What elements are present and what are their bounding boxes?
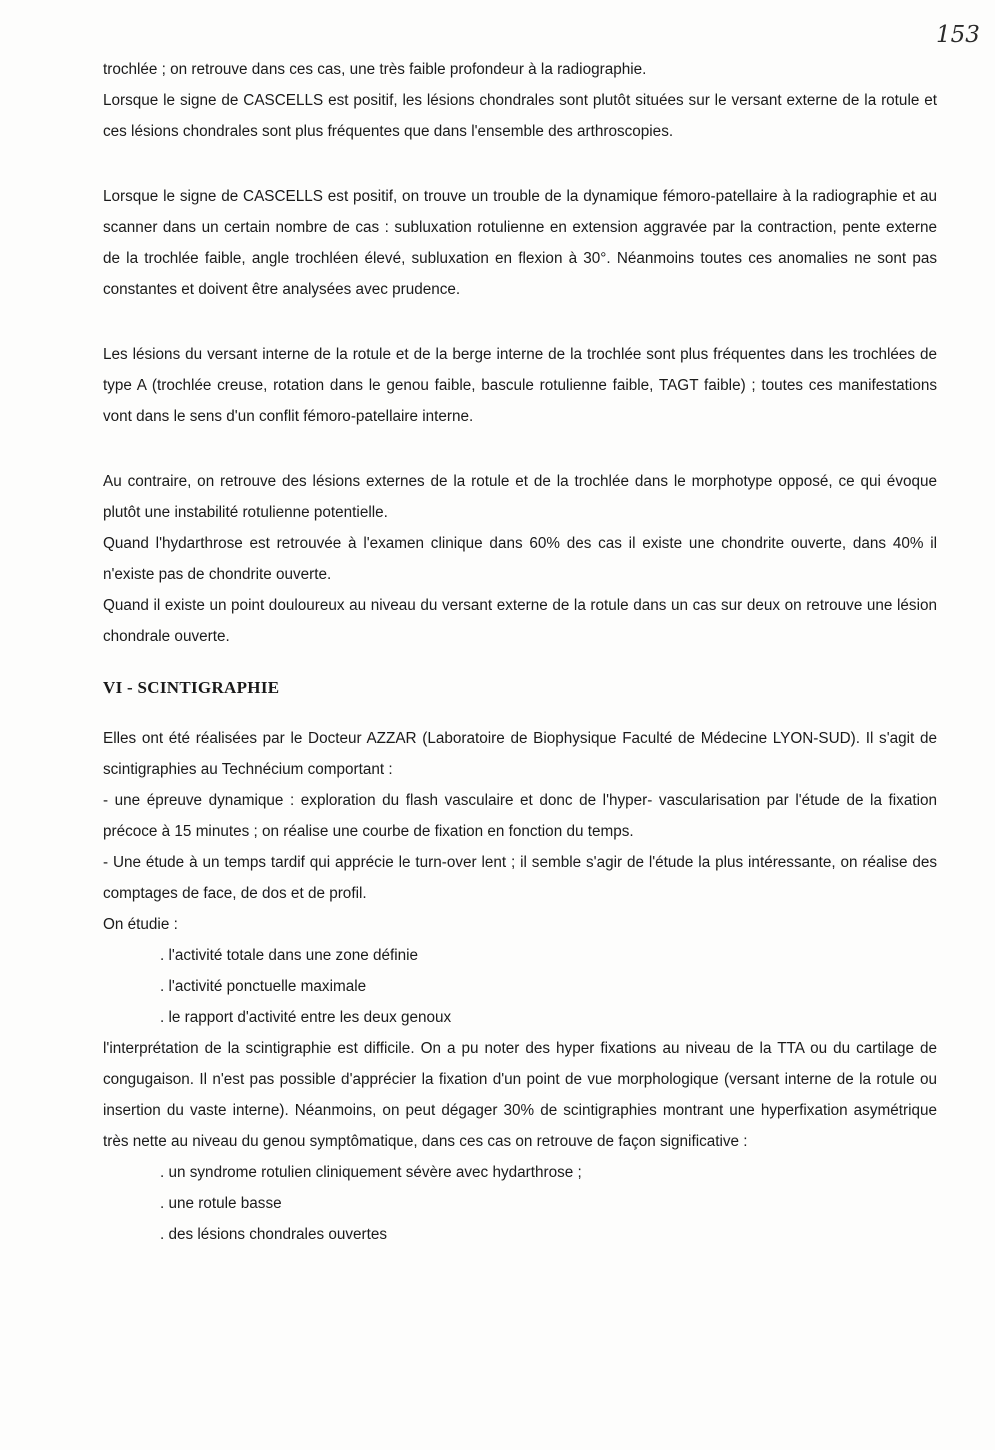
- list-item: . l'activité totale dans une zone définie: [160, 947, 419, 964]
- paragraph: Elles ont été réalisées par le Docteur AZZAR (Laboratoire de Biophysique Faculté de Médecine LYON-SUD). Il s'agit de scintigraphies au Technécium comportant :: [103, 730, 937, 778]
- paragraph: - une épreuve dynamique : exploration du flash vasculaire et donc de l'hyper- vascularisation par l'étude de la fixation précoce à 15 minutes ; on réalise une courbe de fixation en fonction du temps.: [103, 792, 937, 840]
- list-item: . un syndrome rotulien cliniquement sévère avec hydarthrose ;: [160, 1164, 582, 1181]
- list-item: . le rapport d'activité entre les deux genoux: [160, 1009, 452, 1026]
- paragraph: Quand il existe un point douloureux au niveau du versant externe de la rotule dans un cas sur deux on retrouve une lésion chondrale ouverte.: [103, 597, 937, 645]
- list-item: . l'activité ponctuelle maximale: [160, 978, 367, 995]
- list-item: . des lésions chondrales ouvertes: [160, 1226, 388, 1243]
- paragraph: On étudie :: [103, 916, 178, 933]
- paragraph: Lorsque le signe de CASCELLS est positif, on trouve un trouble de la dynamique fémoro-patellaire à la radiographie et au scanner dans un certain nombre de cas : subluxation rotulienne en extension aggravée par la contraction, pente externe de la trochlée faible, angle trochléen élevé, subluxation en flexion à 30°. Néanmoins toutes ces anomalies ne sont pas constantes et doivent être analysées avec prudence.: [103, 188, 937, 298]
- list-item: . une rotule basse: [160, 1195, 282, 1212]
- paragraph: l'interprétation de la scintigraphie est difficile. On a pu noter des hyper fixations au niveau de la TTA ou du cartilage de congugaison. Il n'est pas possible d'apprécier la fixation d'un point de vue morphologique (versant interne de la rotule ou insertion du vaste interne). Néanmoins, on peut dégager 30% de scintigraphies montrant une hyperfixation asymétrique très nette au niveau du genou symptômatique, dans ces cas on retrouve de façon significative :: [103, 1040, 937, 1150]
- paragraph: Les lésions du versant interne de la rotule et de la berge interne de la trochlée sont plus fréquentes dans les trochlées de type A (trochlée creuse, rotation dans le genou faible, bascule rotulienne faible, TAGT faible) ; toutes ces manifestations vont dans le sens d'un conflit fémoro-patellaire interne.: [103, 346, 937, 425]
- paragraph: Au contraire, on retrouve des lésions externes de la rotule et de la trochlée dans le morphotype opposé, ce qui évoque plutôt une instabilité rotulienne potentielle.: [103, 473, 937, 521]
- paragraph: trochlée ; on retrouve dans ces cas, une très faible profondeur à la radiographie.: [103, 61, 647, 78]
- paragraph: Quand l'hydarthrose est retrouvée à l'examen clinique dans 60% des cas il existe une chondrite ouverte, dans 40% il n'existe pas de chondrite ouverte.: [103, 535, 937, 583]
- page-number: 153: [936, 22, 980, 48]
- paragraph: - Une étude à un temps tardif qui apprécie le turn-over lent ; il semble s'agir de l'étude la plus intéressante, on réalise des comptages de face, de dos et de profil.: [103, 854, 937, 902]
- page-body: [103, 54, 937, 1250]
- section-heading: VI - SCINTIGRAPHIE: [103, 678, 280, 697]
- paragraph: Lorsque le signe de CASCELLS est positif, les lésions chondrales sont plutôt situées sur le versant externe de la rotule et ces lésions chondrales sont plus fréquentes que dans l'ensemble des arthroscopies.: [103, 92, 937, 140]
